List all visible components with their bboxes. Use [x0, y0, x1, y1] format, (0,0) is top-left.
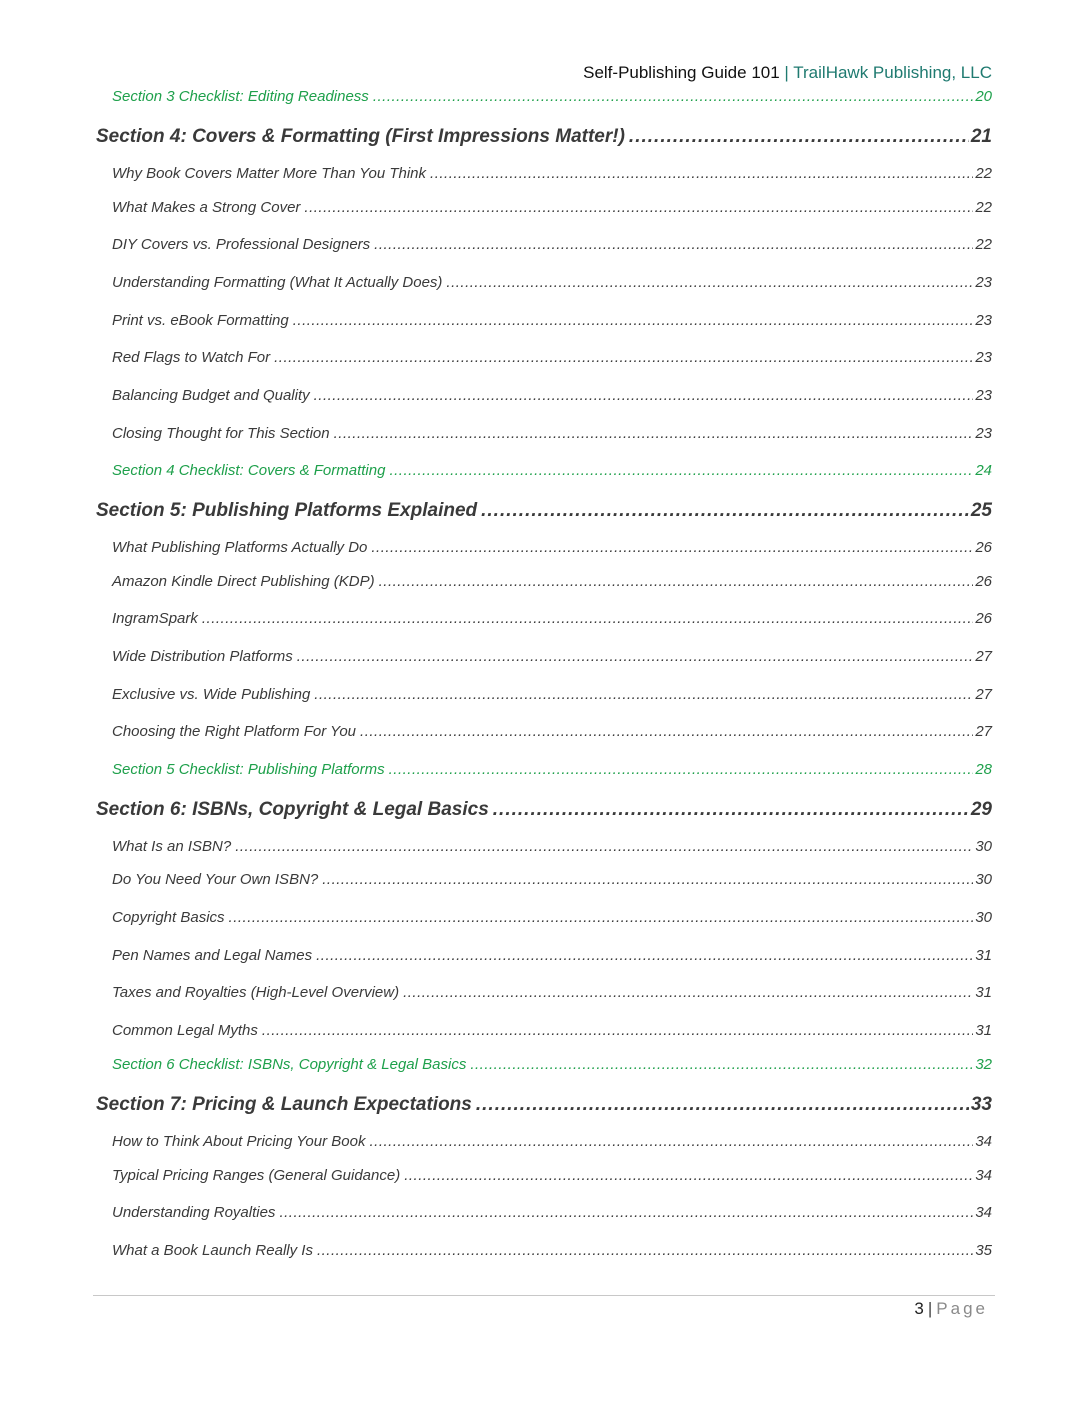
toc-entry-title: Understanding Royalties — [112, 1204, 276, 1221]
toc-entry[interactable] — [112, 312, 992, 329]
toc-section-heading[interactable] — [96, 126, 992, 148]
toc-leader-dots — [235, 838, 973, 855]
toc-entry-title: Section 7: Pricing & Launch Expectations — [96, 1094, 472, 1115]
toc-leader-dots — [374, 236, 973, 253]
toc-entry-page: 30 — [975, 871, 992, 888]
toc-entry-page: 32 — [975, 1056, 992, 1073]
footer-separator: | — [927, 1299, 933, 1318]
toc-leader-dots — [379, 573, 974, 590]
toc-entry[interactable] — [112, 88, 992, 105]
guide-title: Self-Publishing Guide 101 — [583, 63, 780, 82]
toc-entry-title: Copyright Basics — [112, 909, 225, 926]
toc-entry[interactable] — [112, 1056, 992, 1073]
toc-section-heading[interactable] — [96, 500, 992, 522]
toc-leader-dots — [314, 686, 973, 703]
toc-entry-page: 22 — [975, 199, 992, 216]
toc-leader-dots — [316, 947, 973, 964]
toc-entry-title: Amazon Kindle Direct Publishing (KDP) — [112, 573, 375, 590]
toc-entry-page: 23 — [975, 425, 992, 442]
toc-entry[interactable] — [112, 1133, 992, 1150]
toc-leader-dots — [360, 723, 973, 740]
toc-entry[interactable] — [112, 274, 992, 291]
toc-entry-page: 27 — [975, 648, 992, 665]
toc-leader-dots — [304, 199, 973, 216]
toc-leader-dots — [373, 88, 974, 105]
toc-entry-title: Do You Need Your Own ISBN? — [112, 871, 319, 888]
toc-entry-page: 23 — [975, 349, 992, 366]
toc-entry-page: 25 — [970, 500, 992, 521]
toc-entry-page: 35 — [975, 1242, 992, 1259]
toc-leader-dots — [293, 312, 974, 329]
toc-leader-dots — [629, 126, 969, 148]
toc-entry-page: 22 — [975, 236, 992, 253]
toc-entry-title: Section 6 Checklist: ISBNs, Copyright & Legal Basics — [112, 1056, 467, 1073]
toc-entry-title: DIY Covers vs. Professional Designers — [112, 236, 371, 253]
toc-entry[interactable] — [112, 723, 992, 740]
toc-leader-dots — [389, 462, 973, 479]
toc-entry-title: Section 4: Covers & Formatting (First Impressions Matter!) — [96, 126, 625, 147]
toc-leader-dots — [493, 799, 969, 821]
toc-entry[interactable] — [112, 1204, 992, 1221]
toc-entry-title: What Makes a Strong Cover — [112, 199, 301, 216]
toc-entry-page: 23 — [975, 312, 992, 329]
footer-divider — [93, 1295, 995, 1296]
toc-leader-dots — [446, 274, 973, 291]
toc-entry[interactable] — [112, 1242, 992, 1259]
toc-entry[interactable] — [112, 909, 992, 926]
toc-leader-dots — [314, 387, 974, 404]
toc-entry-page: 34 — [975, 1133, 992, 1150]
toc-entry-page: 20 — [975, 88, 992, 105]
publisher-name: TrailHawk Publishing, LLC — [793, 63, 992, 82]
toc-leader-dots — [274, 349, 973, 366]
toc-entry-title: Balancing Budget and Quality — [112, 387, 310, 404]
toc-leader-dots — [481, 500, 969, 522]
toc-entry[interactable] — [112, 1167, 992, 1184]
toc-leader-dots — [279, 1204, 973, 1221]
toc-entry[interactable] — [112, 573, 992, 590]
toc-entry-page: 27 — [975, 723, 992, 740]
toc-leader-dots — [470, 1056, 973, 1073]
toc-entry[interactable] — [112, 387, 992, 404]
toc-entry-title: What a Book Launch Really Is — [112, 1242, 313, 1259]
toc-entry-title: What Is an ISBN? — [112, 838, 232, 855]
toc-section-heading[interactable] — [96, 1094, 992, 1116]
toc-entry-page: 34 — [975, 1167, 992, 1184]
toc-leader-dots — [297, 648, 974, 665]
toc-entry-page: 22 — [975, 165, 992, 182]
toc-entry-page: 30 — [975, 838, 992, 855]
toc-entry[interactable] — [112, 648, 992, 665]
toc-entry-title: How to Think About Pricing Your Book — [112, 1133, 366, 1150]
toc-entry[interactable] — [112, 349, 992, 366]
header-separator: | — [784, 63, 789, 82]
toc-entry-title: Section 4 Checklist: Covers & Formatting — [112, 462, 386, 479]
toc-entry[interactable] — [112, 610, 992, 627]
toc-leader-dots — [317, 1242, 973, 1259]
page-footer — [914, 1299, 988, 1319]
toc-entry[interactable] — [112, 165, 992, 182]
toc-entry-page: 26 — [975, 610, 992, 627]
toc-leader-dots — [371, 539, 973, 556]
toc-entry[interactable] — [112, 1022, 992, 1039]
toc-leader-dots — [404, 1167, 973, 1184]
toc-leader-dots — [369, 1133, 973, 1150]
toc-entry[interactable] — [112, 462, 992, 479]
toc-entry-title: Exclusive vs. Wide Publishing — [112, 686, 311, 703]
toc-entry[interactable] — [112, 947, 992, 964]
toc-leader-dots — [262, 1022, 973, 1039]
toc-entry-title: Closing Thought for This Section — [112, 425, 330, 442]
toc-entry[interactable] — [112, 984, 992, 1001]
running-header — [583, 63, 992, 83]
toc-entry-page: 29 — [970, 799, 992, 820]
toc-entry-title: Choosing the Right Platform For You — [112, 723, 357, 740]
toc-entry[interactable] — [112, 236, 992, 253]
toc-entry-page: 31 — [975, 947, 992, 964]
toc-entry-title: Section 5 Checklist: Publishing Platforms — [112, 761, 385, 778]
toc-entry-title: Understanding Formatting (What It Actually Does) — [112, 274, 443, 291]
page-number: 3 — [914, 1299, 924, 1318]
toc-leader-dots — [229, 909, 974, 926]
toc-section-heading[interactable] — [96, 799, 992, 821]
toc-entry-page: 30 — [975, 909, 992, 926]
toc-entry-title: IngramSpark — [112, 610, 198, 627]
toc-entry-page: 27 — [975, 686, 992, 703]
toc-entry-page: 23 — [975, 387, 992, 404]
toc-entry-page: 26 — [975, 573, 992, 590]
toc-entry-title: Section 3 Checklist: Editing Readiness — [112, 88, 369, 105]
toc-entry-page: 31 — [975, 1022, 992, 1039]
toc-entry-page: 26 — [975, 539, 992, 556]
toc-entry-title: Red Flags to Watch For — [112, 349, 271, 366]
toc-entry-page: 33 — [970, 1094, 992, 1115]
toc-entry[interactable] — [112, 838, 992, 855]
page-label: Page — [936, 1299, 988, 1318]
toc-entry-page: 21 — [970, 126, 992, 147]
toc-entry-title: Taxes and Royalties (High-Level Overview) — [112, 984, 400, 1001]
toc-entry[interactable] — [112, 761, 992, 778]
toc-entry-title: Section 6: ISBNs, Copyright & Legal Basics — [96, 799, 489, 820]
toc-entry-title: What Publishing Platforms Actually Do — [112, 539, 368, 556]
toc-entry-title: Print vs. eBook Formatting — [112, 312, 289, 329]
toc-leader-dots — [322, 871, 973, 888]
toc-leader-dots — [334, 425, 974, 442]
toc-entry-title: Section 5: Publishing Platforms Explained — [96, 500, 478, 521]
toc-leader-dots — [202, 610, 973, 627]
toc-entry[interactable] — [112, 686, 992, 703]
toc-leader-dots — [389, 761, 974, 778]
toc-entry[interactable] — [112, 871, 992, 888]
toc-entry-title: Typical Pricing Ranges (General Guidance) — [112, 1167, 401, 1184]
toc-entry-title: Wide Distribution Platforms — [112, 648, 293, 665]
toc-entry-title: Why Book Covers Matter More Than You Think — [112, 165, 427, 182]
toc-entry-page: 23 — [975, 274, 992, 291]
toc-entry-title: Common Legal Myths — [112, 1022, 258, 1039]
toc-leader-dots — [476, 1094, 969, 1116]
toc-entry-page: 31 — [975, 984, 992, 1001]
toc-entry[interactable] — [112, 539, 992, 556]
toc-entry[interactable] — [112, 425, 992, 442]
toc-leader-dots — [430, 165, 973, 182]
toc-entry-page: 24 — [975, 462, 992, 479]
toc-leader-dots — [403, 984, 973, 1001]
toc-entry[interactable] — [112, 199, 992, 216]
toc-entry-page: 28 — [975, 761, 992, 778]
toc-entry-page: 34 — [975, 1204, 992, 1221]
toc-entry-title: Pen Names and Legal Names — [112, 947, 313, 964]
